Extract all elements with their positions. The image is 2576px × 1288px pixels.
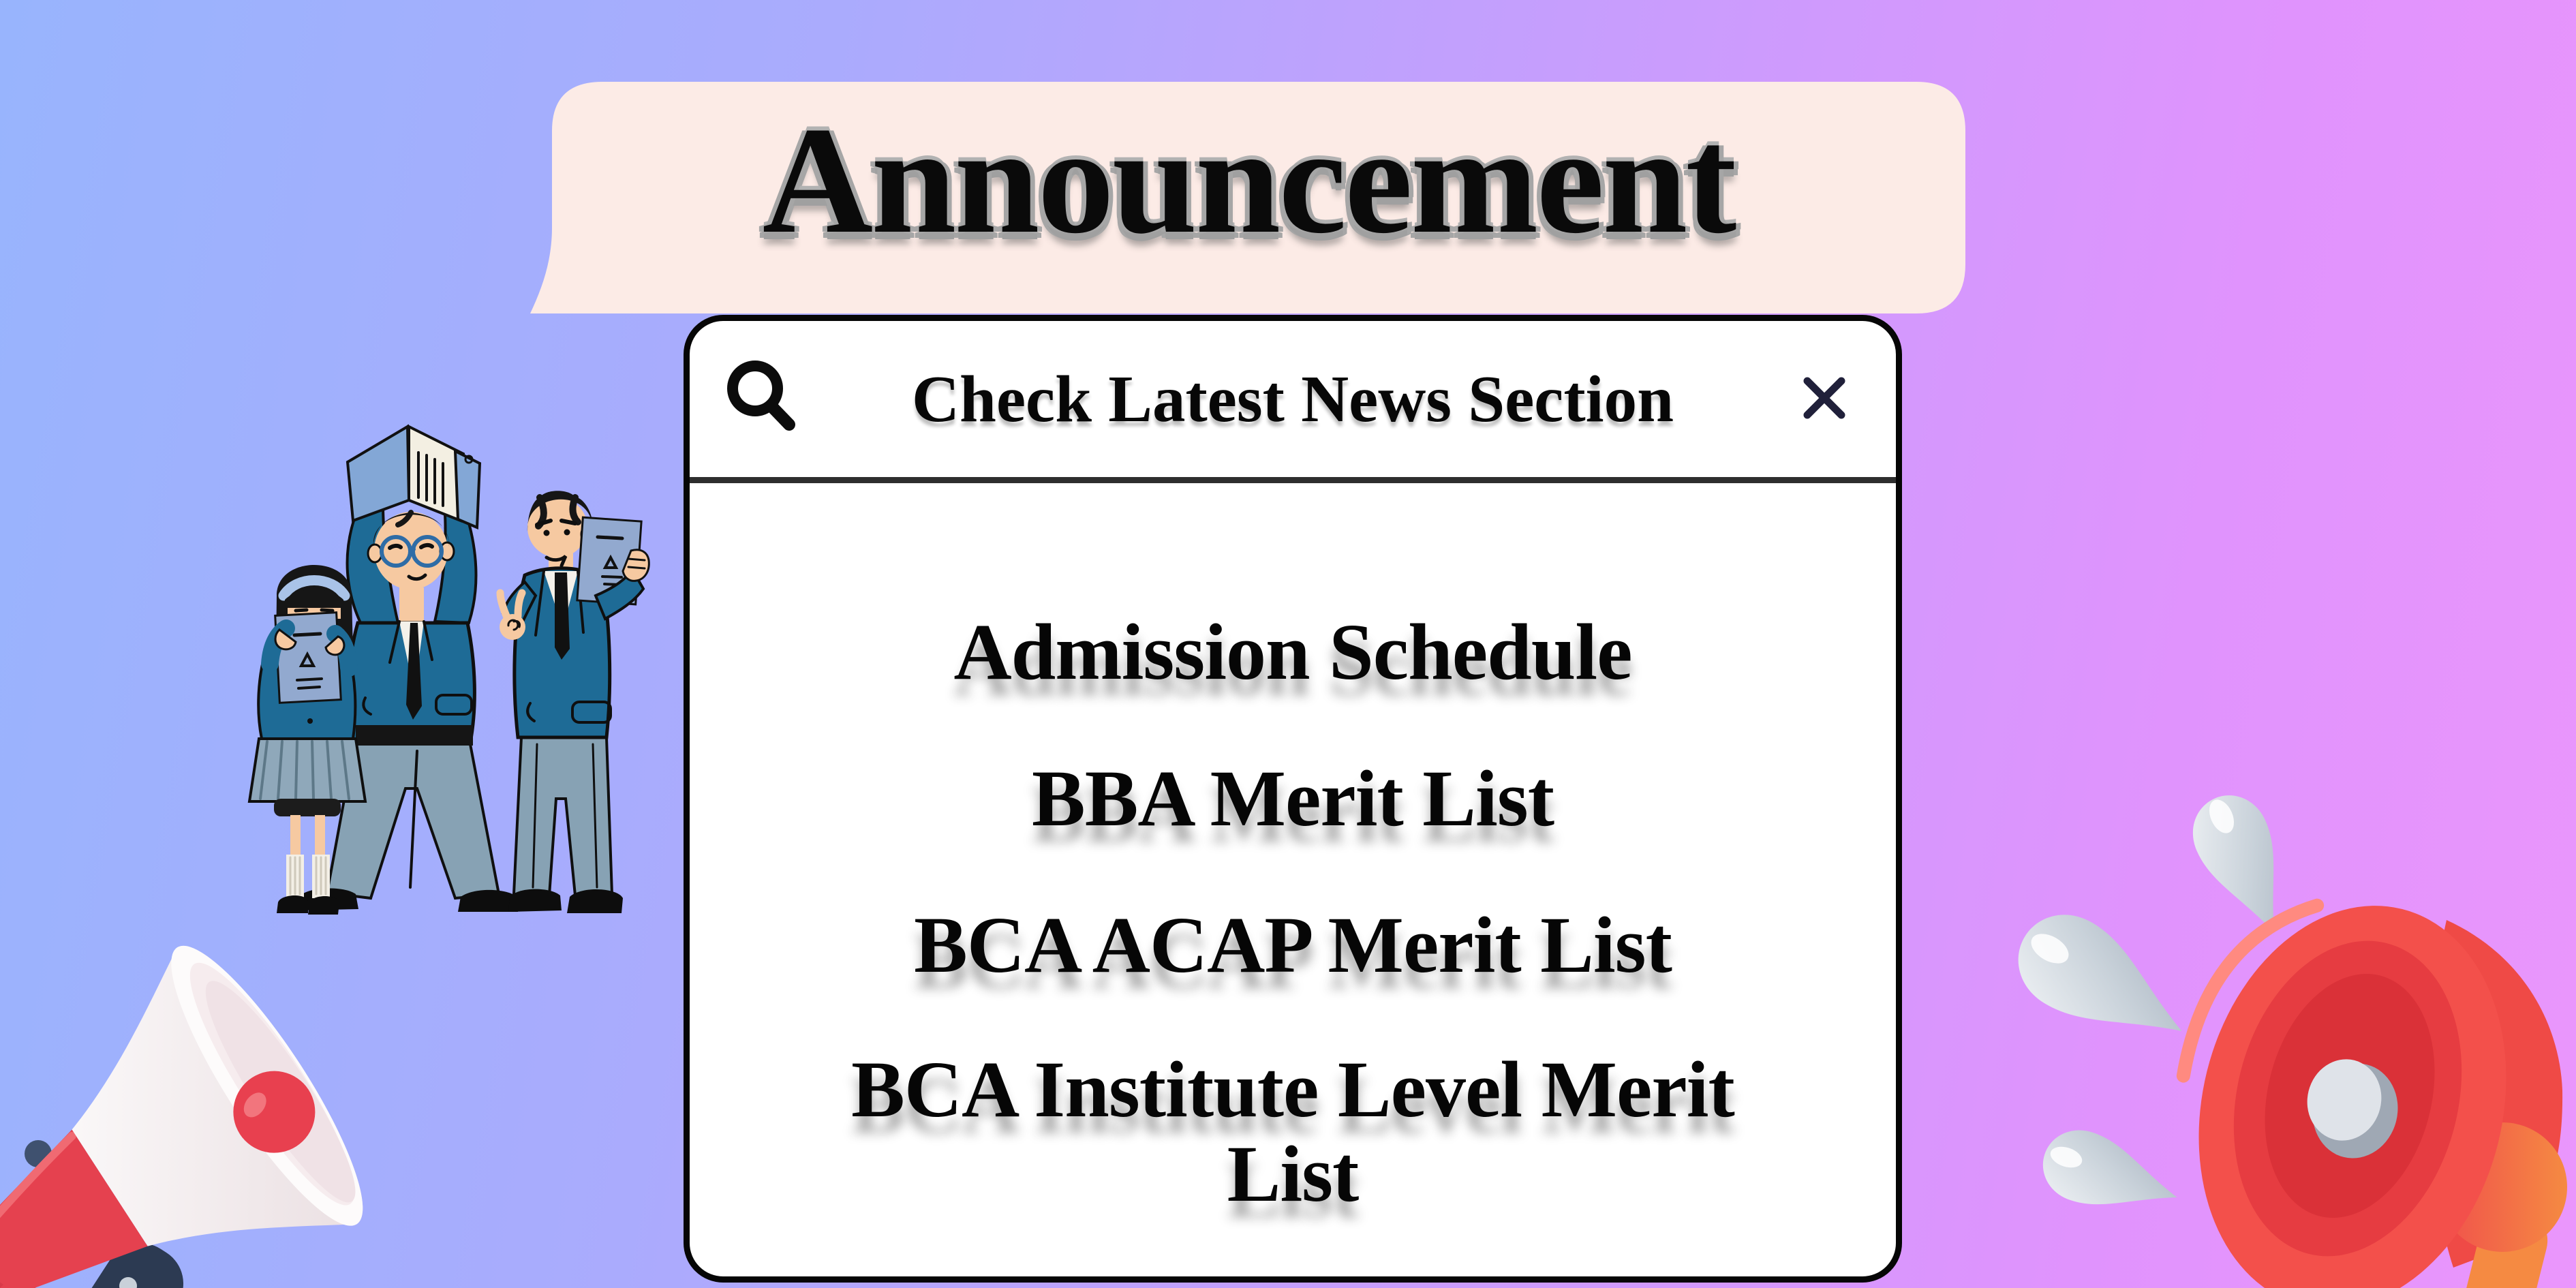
- close-icon[interactable]: [1800, 374, 1848, 422]
- sound-drop: [2034, 1120, 2188, 1231]
- news-card-header: [690, 321, 1896, 483]
- news-item-bca-institute-level-merit-list[interactable]: BCA Institute Level Merit List: [851, 1045, 1734, 1218]
- megaphone-left-illustration: [0, 898, 450, 1288]
- news-card: [684, 315, 1902, 1283]
- news-item-bba-merit-list[interactable]: BBA Merit List: [1031, 754, 1554, 843]
- sound-drop: [2001, 897, 2206, 1071]
- banner-title: Announcement: [762, 95, 1735, 265]
- megaphone-body: [2158, 873, 2567, 1288]
- news-item-bca-acap-merit-list[interactable]: BCA ACAP Merit List: [914, 900, 1672, 990]
- megaphone-right-illustration: [1976, 736, 2576, 1288]
- card-header-title: Check Latest News Section: [911, 363, 1674, 435]
- students-illustration: [239, 417, 688, 945]
- student-right-boy: [500, 491, 649, 913]
- news-item-admission-schedule[interactable]: Admission Schedule: [953, 607, 1632, 696]
- megaphone-body: [0, 926, 390, 1288]
